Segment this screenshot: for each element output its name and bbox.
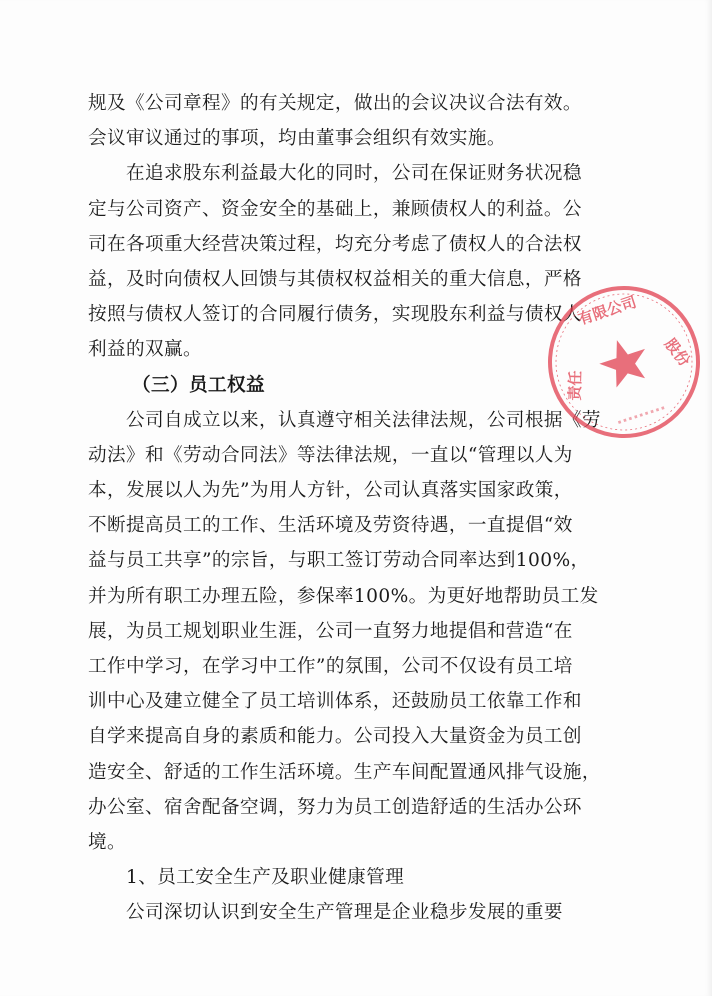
paragraph-line: 定与公司资产、资金安全的基础上，兼顾债权人的利益。公 <box>88 198 582 220</box>
paragraph-line: 办公室、宿舍配备空调，努力为员工创造舒适的生活办公环 <box>88 796 582 818</box>
svg-text:责任: 责任 <box>565 370 585 401</box>
paragraph-line: 益，及时向债权人回馈与其债权权益相关的重大信息，严格 <box>88 268 582 290</box>
paragraph-line: 按照与债权人签订的合同履行债务，实现股东利益与债权人 <box>88 304 582 326</box>
paragraph-line: 在追求股东利益最大化的同时，公司在保证财务状况稳 <box>126 163 582 185</box>
paragraph-line: 本，发展以人为先”为用人方针，公司认真落实国家政策， <box>88 480 573 502</box>
document-body <box>88 86 601 931</box>
paragraph-line: 利益的双赢。 <box>88 339 202 361</box>
paragraph-line: 自学来提高自身的素质和能力。公司投入大量资金为员工创 <box>88 726 582 748</box>
paragraph-line: 司在各项重大经营决策过程，均充分考虑了债权人的合法权 <box>88 233 582 255</box>
paragraph-line: 不断提高员工的工作、生活环境及劳资待遇，一直提倡“效 <box>88 515 573 537</box>
paragraph-line: 并为所有职工办理五险，参保率100%。为更好地帮助员工发 <box>88 585 599 607</box>
paragraph-line: 会议审议通过的事项，均由董事会组织有效实施。 <box>88 128 506 150</box>
paragraph-line: 展，为员工规划职业生涯，公司一直努力地提倡和营造“在 <box>88 620 573 642</box>
subsection-heading: 1、员工安全生产及职业健康管理 <box>126 867 405 889</box>
company-seal-stamp <box>545 283 703 441</box>
svg-text:·········: ········· <box>614 398 669 432</box>
paragraph-line: 境。 <box>88 831 126 853</box>
paragraph-line: 训中心及建立健全了员工培训体系，还鼓励员工依靠工作和 <box>88 691 582 713</box>
paragraph-line: 规及《公司章程》的有关规定，做出的会议决议合法有效。 <box>88 93 582 114</box>
paragraph-line: 公司自成立以来，认真遵守相关法律法规，公司根据《劳 <box>126 409 601 431</box>
paragraph-line: 益与员工共享”的宗旨，与职工签订劳动合同率达到100%， <box>88 550 590 572</box>
paragraph-line: 造安全、舒适的工作生活环境。生产车间配置通风排气设施， <box>88 761 601 783</box>
paragraph-line: 公司深切认识到安全生产管理是企业稳步发展的重要 <box>126 902 563 924</box>
svg-text:有限公司: 有限公司 <box>575 292 639 329</box>
paragraph-line: 工作中学习，在学习中工作”的氛围，公司不仅设有员工培 <box>88 656 573 677</box>
seal-star-icon <box>594 333 654 391</box>
paragraph-line: 动法》和《劳动合同法》等法律法规，一直以“管理以人为 <box>88 444 573 466</box>
svg-text:股份: 股份 <box>660 334 694 370</box>
section-heading: （三）员工权益 <box>132 374 265 396</box>
